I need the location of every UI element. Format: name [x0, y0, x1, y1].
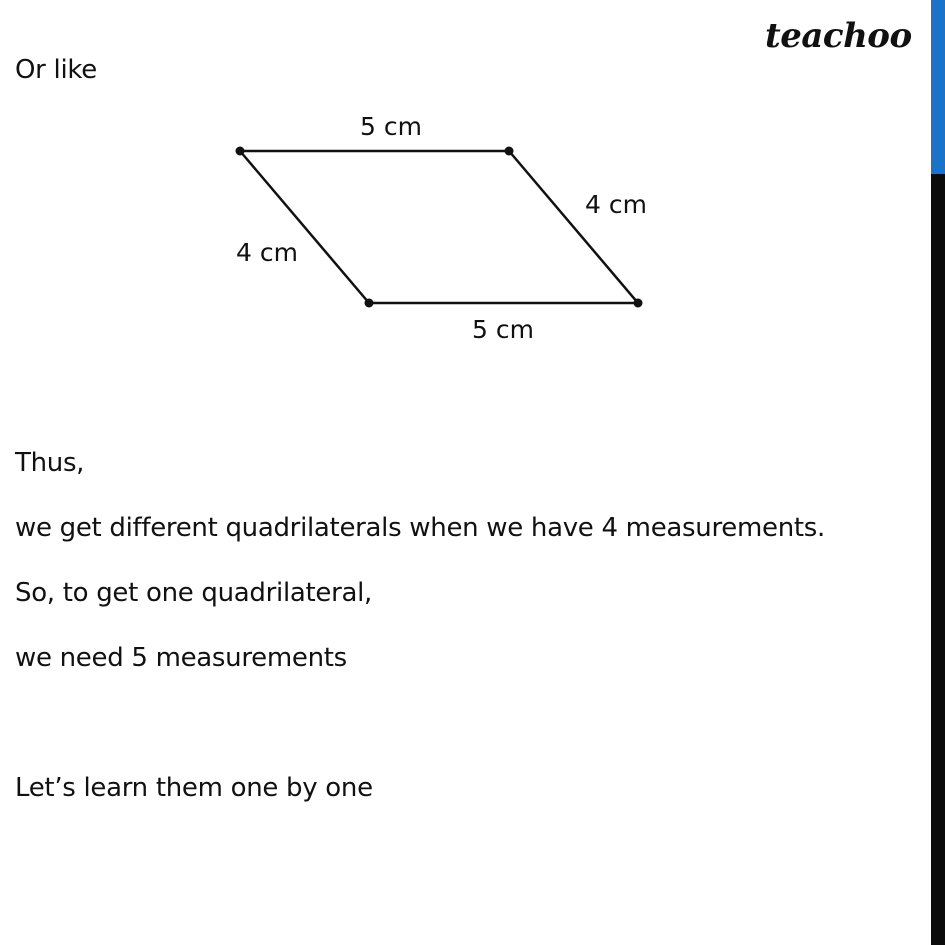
parallelogram-figure — [0, 0, 930, 380]
closing-text: Let’s learn them one by one — [15, 773, 373, 803]
label-top-side: 5 cm — [360, 112, 422, 141]
intro-text: Or like — [15, 55, 97, 85]
vertex-dot — [236, 147, 245, 156]
need-text: we need 5 measurements — [15, 643, 347, 673]
vertex-dot — [365, 299, 374, 308]
label-right-side: 4 cm — [585, 190, 647, 219]
scrollbar-thumb[interactable] — [931, 0, 945, 174]
vertex-dot — [505, 147, 514, 156]
so-text: So, to get one quadrilateral, — [15, 578, 373, 608]
teachoo-logo[interactable]: teachoo — [765, 16, 912, 56]
label-bottom-side: 5 cm — [472, 315, 534, 344]
label-left-side: 4 cm — [236, 238, 298, 267]
parallelogram-outline — [240, 151, 638, 303]
vertex-dot — [634, 299, 643, 308]
thus-text: Thus, — [15, 448, 85, 478]
statement-text: we get different quadrilaterals when we have 4 measurements. — [15, 513, 825, 543]
